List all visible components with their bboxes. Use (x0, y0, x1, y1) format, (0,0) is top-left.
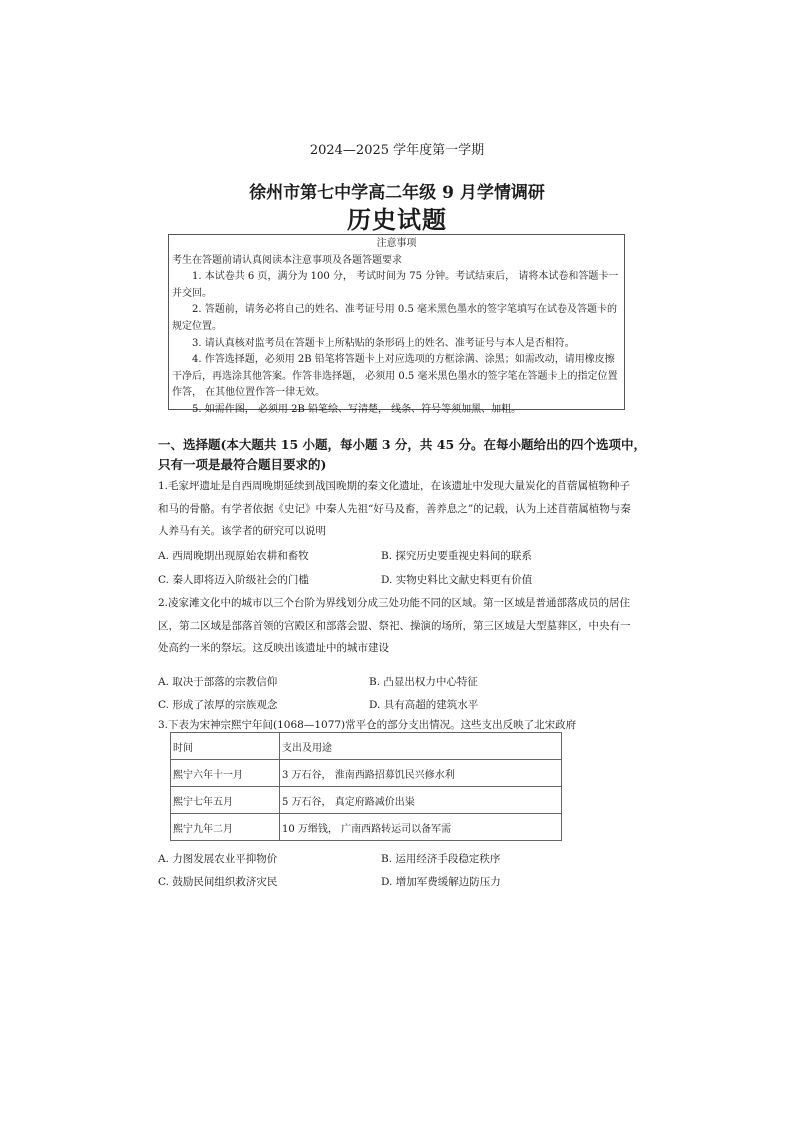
question-2-option-c: C. 形成了浓厚的宗族观念 (158, 699, 278, 711)
notice-box (168, 234, 625, 415)
notice-item: 1. 本试卷共 6 页，满分为 100 分， 考试时间为 75 分钟。考试结束后， 请将本试卷和答题卡一并交回。 (172, 271, 619, 299)
exam-school-title: 徐州市第七中学高二年级 9 月学情调研 (249, 183, 545, 203)
question-1-option-b: B. 探究历史要重视史料间的联系 (381, 550, 532, 562)
table-header-row (171, 733, 562, 760)
question-3-option-b: B. 运用经济手段稳定秩序 (381, 853, 501, 865)
section-title: 一、选择题(本大题共 15 小题，每小题 3 分，共 45 分。在每小题给出的四个选项中，只有一项是最符合题目要求的) (158, 437, 647, 472)
table-header-cell: 支出及用途 (280, 733, 562, 760)
question-3-option-d: D. 增加军费缓解边防压力 (381, 876, 501, 888)
table-cell: 熙宁九年二月 (171, 814, 280, 841)
notice-item: 5. 如需作图， 必须用 2B 铅笔绘、写清楚， 线条、符号等须加黑、加粗。 (192, 403, 522, 415)
table-row (171, 814, 562, 841)
exam-subject-title: 历史试题 (347, 205, 447, 234)
notice-title: 注意事项 (376, 238, 417, 249)
table-cell: 熙宁七年五月 (171, 787, 280, 814)
question-2-option-b: B. 凸显出权力中心特征 (369, 676, 478, 688)
notice-intro: 考生在答题前请认真阅读本注意事项及各题答题要求 (172, 254, 402, 266)
notice-item: 2. 答题前，请务必将自己的姓名、准考证号用 0.5 毫米黑色墨水的签字笔填写在试卷及答题卡的规定位置。 (172, 304, 617, 332)
question-2-option-a: A. 取决于部落的宗教信仰 (158, 676, 278, 688)
expenditure-table (170, 732, 562, 841)
question-3-option-c: C. 鼓励民间组织救济灾民 (158, 876, 278, 888)
exam-term: 2024—2025 学年度第一学期 (309, 143, 485, 158)
question-1-option-d: D. 实物史料比文献史料更有价值 (381, 574, 533, 586)
notice-item: 3. 请认真核对监考员在答题卡上所粘贴的条形码上的姓名、准考证号与本人是否相符。 (192, 337, 575, 349)
table-cell: 熙宁六年十一月 (171, 760, 280, 787)
question-1-stem: 1.毛家坪遗址是自西周晚期延续到战国晚期的秦文化遗址，在该遗址中发现大量炭化的苜蓿属植物种子和马的骨骼。有学者依据《史记》中秦人先祖“好马及畜，善养息之”的记载，认为上述苜蓿属植物与秦人养马有关。该学者的研究可以说明 (158, 480, 631, 537)
question-3-option-a: A. 力图发展农业平抑物价 (158, 853, 278, 865)
notice-item: 4. 作答选择题，必须用 2B 铅笔将答题卡上对应选项的方框涂满、涂黑；如需改动，请用橡皮擦干净后，再选涂其他答案。作答非选择题， 必须用 0.5 毫米黑色墨水的签字笔在答题卡上的指定位置作答， 在其他位置作答一律无效。 (172, 354, 618, 399)
question-3-stem: 3.下表为宋神宗熙宁年间(1068—1077)常平仓的部分支出情况。这些支出反映了北宋政府 (158, 719, 577, 731)
question-2-stem: 2.凌家滩文化中的城市以三个台阶为界线划分成三处功能不同的区域。第一区域是普通部落成员的居住区，第二区域是部落首领的宫殿区和部落会盟、祭祀、操演的场所，第三区域是大型墓葬区，中央有一处高约一米的祭坛。这反映出该遗址中的城市建设 (158, 597, 631, 654)
table-header-cell: 时间 (171, 733, 280, 760)
question-1-option-a: A. 西周晚期出现原始农耕和畜牧 (158, 550, 309, 562)
table-cell: 10 万缗钱， 广南西路转运司以备军需 (280, 814, 562, 841)
question-1-option-c: C. 秦人即将迈入阶级社会的门槛 (158, 574, 309, 586)
table-row (171, 787, 562, 814)
table-cell: 3 万石谷， 淮南西路招募饥民兴修水利 (280, 760, 562, 787)
table-row (171, 760, 562, 787)
table-cell: 5 万石谷， 真定府路减价出粜 (280, 787, 562, 814)
question-2-option-d: D. 具有高超的建筑水平 (369, 699, 479, 711)
